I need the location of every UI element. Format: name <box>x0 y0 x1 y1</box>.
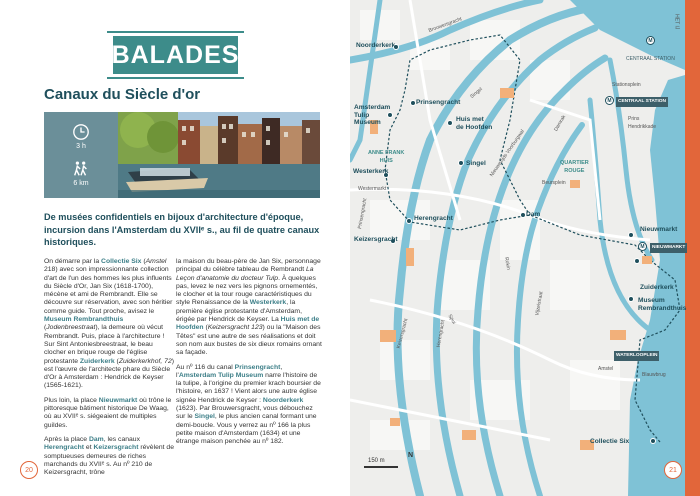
map-label-noorderkerk: Noorderkerk <box>356 42 396 49</box>
map-label-tulip: Amsterdam Tulip Museum <box>354 104 391 126</box>
street-rokin: Rokin <box>503 256 512 271</box>
district-anne-frank: ANNE FRANK HUIS <box>368 150 405 164</box>
metro-icon-nieuwmarkt: M <box>638 242 647 251</box>
scale-label: 150 m <box>368 458 385 464</box>
street-nieuwezijds: Nieuwezijds Voorburgwal <box>488 128 526 178</box>
metro-centraal-station: CENTRAAL STATION <box>616 97 668 107</box>
text-column-2 <box>176 258 322 453</box>
clock-icon <box>72 123 90 141</box>
body-paragraph: On démarre par la Collectie Six (Amstel 218) avec son impressionnante collection d'art de l'un des hommes les plus influents du Siècle d'Or, Jan Six (1618-1700), mécène et ami de Rembrandt. Elle se découvre sur réservation, avec son héritier comme guide. Tout proche, avisez le Museum Rembrandthuis (Jodenbreestraat), la demeure où vécut Rembrandt. Puis, place à l'architecture ! Sur Sint Antoniesbreestraat, le beau clocher en brique rouge de l'église protestante Zuiderkerk (Zuiderkerkhof, 72) est l'œuvre de l'architecte phare du Siècle d'Or à Amsterdam : Hendrick de Keyser (1565-1621). <box>44 258 174 390</box>
body-paragraph: Plus loin, la place Nieuwmarkt où trône le pittoresque bâtiment historique De Waag, où au XVIIᵉ s. siégeaient de multiples guildes. <box>44 396 172 429</box>
map-label-herengracht: Herengracht <box>414 215 453 222</box>
metro-nieuwmarkt: NIEUWMARKT <box>650 243 687 253</box>
city-map <box>350 0 700 496</box>
balades-banner: BALADES <box>113 36 238 74</box>
body-paragraph: Au nº 116 du canal Prinsengracht, l'Amsterdam Tulip Museum narre l'histoire de la tulipe, à l'origine du premier krach boursier de l'histoire, en 1637 ! Vient alors une autre église signée Hendrick de Keyser : Noorderkerk (1623). Par Brouwersgracht, vous débouchez sur le Singel, le plus ancien canal formant une demi-boucle. Vous y verrez au nº 166 la plus petite maison d'Amsterdam (1634) et une étrange maison penchée au nº 182. <box>176 363 321 446</box>
map-label-keizersgracht: Keizersgracht <box>354 236 398 243</box>
north-arrow-icon: N <box>408 452 414 459</box>
street-prinsengracht: Prinsengracht <box>357 197 369 230</box>
street-brouwersgracht: Brouwersgracht <box>427 16 463 34</box>
metro-icon-north: M <box>646 36 655 45</box>
map-label-rembrandthuis: Museum Rembrandthuis <box>638 297 687 312</box>
map-label-singel: Singel <box>466 160 486 167</box>
station-central-label: CENTRAAL STATION <box>626 56 675 62</box>
singel-pin <box>458 160 464 166</box>
metro-waterlooplein: WATERLOOPLEIN <box>614 351 659 361</box>
street-beursplein: Beursplein <box>542 180 566 186</box>
map-page <box>350 0 700 496</box>
street-stationsplein: Stationsplein <box>612 82 641 88</box>
section-title: Canaux du Siècle d'or <box>44 86 201 103</box>
canal-photo <box>118 112 320 198</box>
duration-value: 3 h <box>76 143 86 150</box>
info-bar <box>44 112 320 198</box>
street-damrak: Damrak <box>553 114 568 133</box>
map-label-hoofden: Huis met de Hoofden <box>456 116 493 131</box>
scale-bar <box>364 466 398 468</box>
text-column-1 <box>44 258 174 483</box>
duration-stat <box>72 123 90 150</box>
street-vijzelstraat: Vijzelstraat <box>534 291 545 317</box>
distance-value: 6 km <box>73 180 89 187</box>
intro-paragraph: De musées confidentiels en bijoux d'architecture d'époque, incursion dans l'Amsterdam du XVIIᵉ s., au fil de quatre canaux historiques. <box>44 212 320 247</box>
district-quartier-rouge: QUARTIER ROUGE <box>560 160 589 174</box>
street-blauwbrug: Blauwbrug <box>642 372 666 378</box>
street-spui: Spui <box>446 313 457 326</box>
page-number-left: 20 <box>20 461 38 479</box>
page-number-right: 21 <box>664 461 682 479</box>
metro-icon-centraal: M <box>605 96 614 105</box>
hikers-icon <box>72 160 90 178</box>
body-paragraph: Après la place Dam, les canaux Herengracht et Keizersgracht révèlent de somptueuses demeures de riches marchands du XVIIᵉ s. Au nº 210 de Keizersgracht, trône <box>44 435 174 477</box>
water-het-ij: HET IJ <box>673 14 680 30</box>
body-paragraph: la maison du beau-père de Jan Six, personnage principal du célèbre tableau de Rembrandt La Leçon d'anatomie du docteur Tulp. À quelques pas, levez le nez vers les pignons ornementés, le clocher et la tour rouge caractéristiques du style Renaissance de la Westerkerk, la première église protestante d'Amsterdam, érigée par Hendrick de Keyser. La Huis met de Hoofden (Keizersgracht 123) ou la "Maison des Têtes" est une autre de ses réalisations et doit son nom aux bustes de six dieux romains ornant sa façade. <box>176 258 322 357</box>
street-amstel: Amstel <box>598 366 614 372</box>
street-singel: Singel <box>469 86 484 100</box>
map-label-westerkerk: Westerkerk <box>353 168 389 175</box>
nieuwmarkt-pin <box>628 232 634 238</box>
street-prins-hendrikkade: Prins Hendrikkade <box>628 116 657 130</box>
map-label-nieuwmarkt: Nieuwmarkt <box>640 226 678 233</box>
street-keizersgracht: Keizersgracht <box>395 318 410 350</box>
map-label-zuiderkerk: Zuiderkerk <box>640 284 674 291</box>
hoofden-pin <box>447 120 453 126</box>
street-herengracht: Herengracht <box>435 319 447 348</box>
rembrandthuis-pin <box>628 296 634 302</box>
map-label-dam: Dam <box>526 211 541 218</box>
distance-stat <box>72 160 90 187</box>
map-label-collectie-six: Collectie Six <box>590 438 630 445</box>
collectie-six-pin <box>650 438 656 444</box>
stats-column <box>44 112 118 198</box>
zuiderkerk-pin <box>634 258 640 264</box>
street-westermarkt: Westermarkt <box>358 186 387 192</box>
map-label-prinsengracht: Prinsengracht <box>416 99 461 106</box>
herengracht-pin <box>406 218 412 224</box>
